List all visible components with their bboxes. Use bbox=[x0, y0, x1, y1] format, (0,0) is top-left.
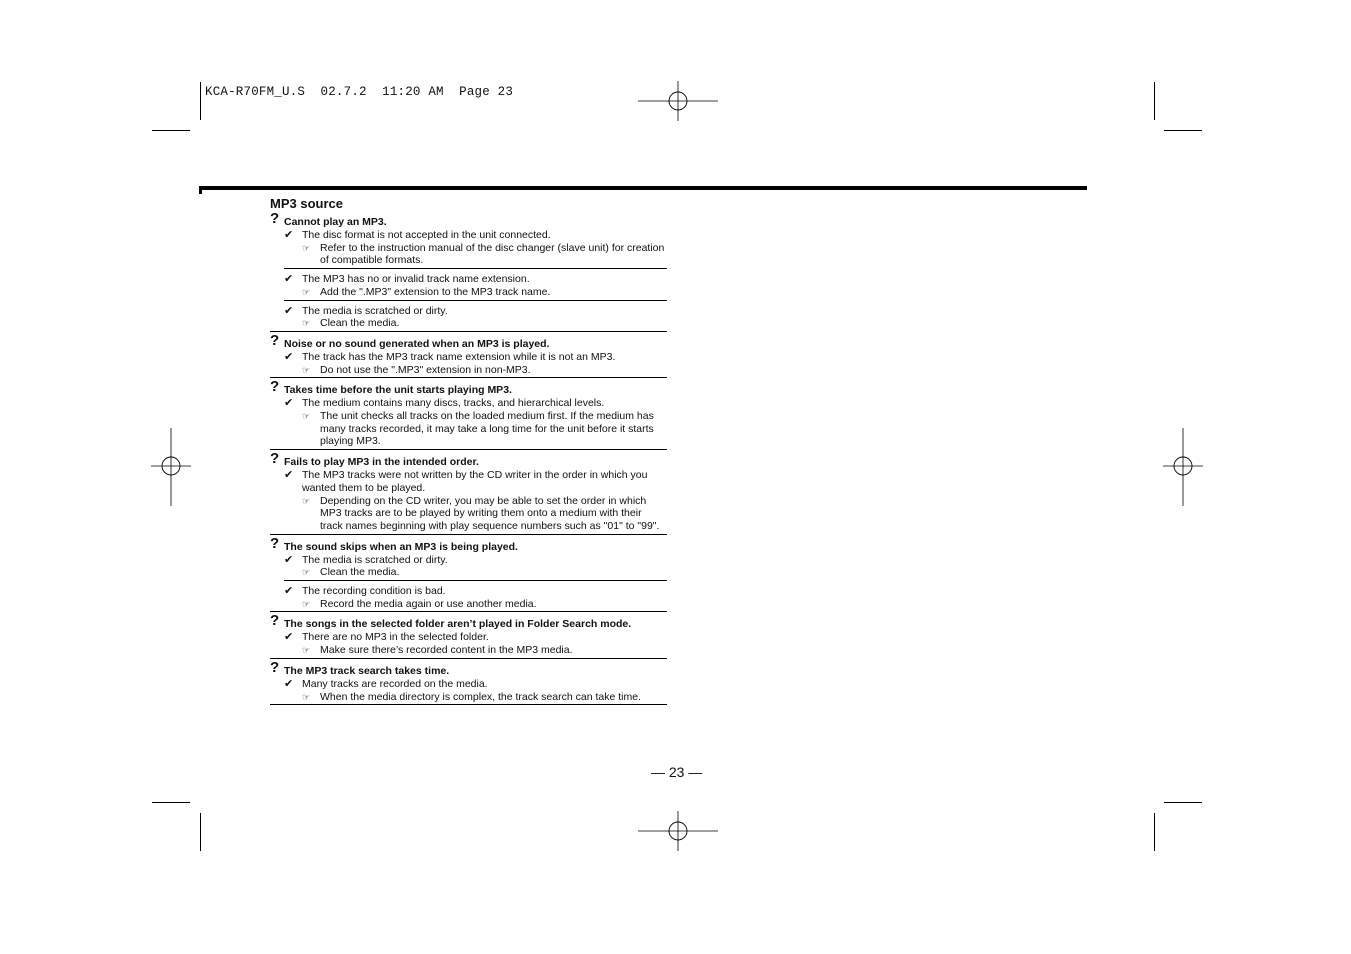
remedy-line bbox=[284, 495, 667, 533]
remedy-line bbox=[284, 242, 667, 267]
question-mark-icon: ? bbox=[270, 658, 280, 676]
pointing-hand-icon: ☞ bbox=[302, 567, 311, 578]
cause-text: The recording condition is bad. bbox=[302, 585, 446, 598]
problem-question-text: The songs in the selected folder aren’t played in Folder Search mode. bbox=[284, 618, 632, 631]
troubleshooting-section bbox=[270, 196, 667, 709]
header-rule-tick bbox=[199, 186, 202, 194]
pointing-hand-icon: ☞ bbox=[302, 242, 311, 253]
problem-question-text: Noise or no sound generated when an MP3 is played. bbox=[284, 337, 550, 350]
problem-question-text: The sound skips when an MP3 is being played. bbox=[284, 540, 518, 553]
cause-text: The track has the MP3 track name extension while it is not an MP3. bbox=[302, 350, 616, 363]
page-number: — 23 — bbox=[651, 764, 703, 780]
problem-question bbox=[270, 210, 667, 229]
check-mark-icon: ✔ bbox=[284, 553, 294, 566]
cause-remedy-block bbox=[270, 301, 667, 332]
entry-spacer bbox=[270, 612, 667, 616]
problem-question bbox=[270, 534, 667, 554]
cause-text: The MP3 tracks were not written by the CD writer in the order in which you wanted them to be played. bbox=[302, 469, 648, 494]
question-mark-icon: ? bbox=[270, 534, 280, 552]
section-title: MP3 source bbox=[270, 196, 343, 211]
cause-remedy-block bbox=[284, 229, 667, 269]
registration-mark-left-icon bbox=[151, 428, 191, 506]
check-mark-icon: ✔ bbox=[284, 585, 294, 598]
problem-question-text: Cannot play an MP3. bbox=[284, 216, 387, 228]
cause-remedy-block bbox=[270, 397, 667, 450]
remedy-line bbox=[284, 598, 667, 611]
remedy-text: Do not use the ".MP3" extension in non-MP3. bbox=[320, 363, 531, 376]
remedy-text: Add the ".MP3" extension to the MP3 track name. bbox=[320, 285, 551, 298]
remedy-text: Depending on the CD writer, you may be able to set the order in which MP3 tracks are to be played by writing them onto a medium with their track names beginning with play sequence numbers such as "01" to "99". bbox=[320, 494, 660, 532]
cause-line bbox=[284, 585, 667, 598]
cause-text: The media is scratched or dirty. bbox=[302, 304, 448, 317]
cause-line bbox=[284, 351, 667, 364]
cause-line bbox=[284, 397, 667, 410]
cause-remedy-block bbox=[270, 581, 667, 612]
problem-question bbox=[270, 331, 667, 351]
registration-mark-right-icon bbox=[1163, 428, 1203, 506]
problem-entry bbox=[270, 534, 667, 617]
cause-remedy-block bbox=[270, 469, 667, 535]
pointing-hand-icon: ☞ bbox=[302, 318, 311, 329]
cause-line bbox=[284, 631, 667, 644]
remedy-text: Make sure there’s recorded content in the MP3 media. bbox=[320, 644, 573, 657]
cause-text: The medium contains many discs, tracks, and hierarchical levels. bbox=[302, 397, 605, 410]
cause-text: There are no MP3 in the selected folder. bbox=[302, 631, 489, 644]
remedy-line bbox=[284, 364, 667, 377]
entry-spacer bbox=[270, 450, 667, 454]
remedy-text: Clean the media. bbox=[320, 566, 400, 579]
remedy-text: Clean the media. bbox=[320, 317, 400, 330]
problem-question-text: Fails to play MP3 in the intended order. bbox=[284, 456, 479, 469]
entry-spacer bbox=[270, 332, 667, 336]
cause-line bbox=[284, 469, 667, 494]
check-mark-icon: ✔ bbox=[284, 631, 294, 644]
pointing-hand-icon: ☞ bbox=[302, 645, 311, 656]
pointing-hand-icon: ☞ bbox=[302, 364, 311, 375]
remedy-line bbox=[284, 286, 667, 299]
cause-line bbox=[284, 554, 667, 567]
remedy-line bbox=[284, 691, 667, 704]
cause-text: The disc format is not accepted in the unit connected. bbox=[302, 229, 551, 241]
problem-list bbox=[270, 210, 667, 709]
cause-text: The MP3 has no or invalid track name extension. bbox=[302, 273, 530, 286]
cause-line bbox=[284, 305, 667, 318]
question-mark-icon: ? bbox=[270, 331, 280, 349]
pointing-hand-icon: ☞ bbox=[302, 286, 311, 297]
cause-remedy-block bbox=[284, 269, 667, 300]
problem-question bbox=[270, 378, 667, 397]
remedy-text: The unit checks all tracks on the loaded medium first. If the medium has many tracks recorded, it may take a long time for the unit before it starts playing MP3. bbox=[320, 410, 654, 448]
remedy-line bbox=[284, 317, 667, 330]
problem-entry bbox=[270, 331, 667, 382]
remedy-line bbox=[284, 566, 667, 579]
pointing-hand-icon: ☞ bbox=[302, 598, 311, 609]
check-mark-icon: ✔ bbox=[284, 273, 294, 286]
problem-question-text: The MP3 track search takes time. bbox=[284, 664, 450, 677]
registration-mark-top-icon bbox=[638, 81, 718, 121]
cause-remedy-block bbox=[270, 631, 667, 658]
problem-entry bbox=[270, 612, 667, 662]
entry-spacer bbox=[270, 535, 667, 539]
entry-spacer bbox=[270, 378, 667, 382]
cause-line bbox=[284, 678, 667, 691]
cause-line bbox=[284, 229, 667, 242]
remedy-line bbox=[284, 644, 667, 657]
question-mark-icon: ? bbox=[270, 210, 280, 227]
print-slug: KCA-R70FM_U.S 02.7.2 11:20 AM Page 23 bbox=[205, 85, 514, 99]
problem-entry bbox=[270, 658, 667, 709]
question-mark-icon: ? bbox=[270, 612, 280, 630]
problem-question bbox=[270, 450, 667, 469]
pointing-hand-icon: ☞ bbox=[302, 495, 311, 506]
cause-remedy-block bbox=[284, 554, 667, 581]
entry-spacer bbox=[270, 705, 667, 709]
problem-entry bbox=[270, 378, 667, 454]
question-mark-icon: ? bbox=[270, 450, 280, 468]
check-mark-icon: ✔ bbox=[284, 350, 294, 363]
problem-question bbox=[270, 658, 667, 678]
remedy-line bbox=[284, 410, 667, 448]
pointing-hand-icon: ☞ bbox=[302, 411, 311, 422]
question-mark-icon: ? bbox=[270, 378, 280, 396]
pointing-hand-icon: ☞ bbox=[302, 691, 311, 702]
remedy-text: Record the media again or use another media. bbox=[320, 597, 537, 610]
check-mark-icon: ✔ bbox=[284, 469, 294, 482]
check-mark-icon: ✔ bbox=[284, 397, 294, 410]
remedy-text: When the media directory is complex, the track search can take time. bbox=[320, 690, 641, 703]
cause-line bbox=[284, 273, 667, 286]
problem-entry bbox=[270, 210, 667, 336]
problem-question-text: Takes time before the unit starts playing MP3. bbox=[284, 384, 512, 397]
check-mark-icon: ✔ bbox=[284, 677, 294, 690]
problem-question bbox=[270, 612, 667, 631]
check-mark-icon: ✔ bbox=[284, 304, 294, 317]
cause-text: Many tracks are recorded on the media. bbox=[302, 677, 488, 690]
cause-remedy-block bbox=[270, 678, 667, 705]
problem-entry bbox=[270, 450, 667, 539]
check-mark-icon: ✔ bbox=[284, 229, 294, 241]
header-rule bbox=[199, 186, 1087, 190]
remedy-text: Refer to the instruction manual of the disc changer (slave unit) for creation of compatible formats. bbox=[320, 241, 665, 267]
cause-remedy-block bbox=[270, 351, 667, 378]
entry-spacer bbox=[270, 659, 667, 663]
registration-mark-bottom-icon bbox=[638, 811, 718, 851]
cause-text: The media is scratched or dirty. bbox=[302, 553, 448, 566]
